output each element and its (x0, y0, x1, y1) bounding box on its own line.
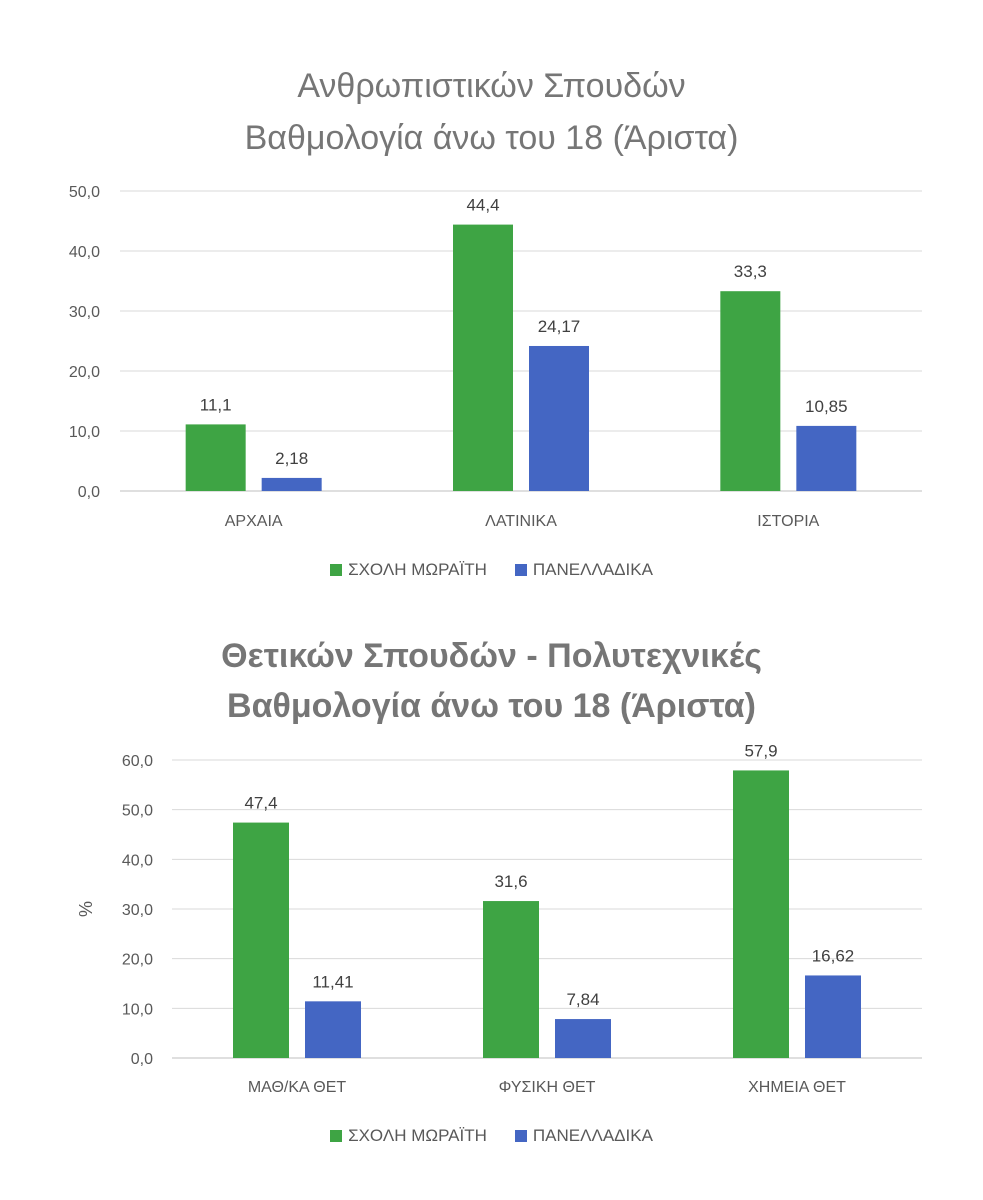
y-tick-label: 50,0 (68, 184, 100, 201)
x-category-label: ΑΡΧΑΙΑ (224, 513, 283, 530)
y-tick-label: 30,0 (121, 902, 153, 919)
y-tick-label: 10,0 (121, 1001, 153, 1019)
bar-national (305, 1001, 361, 1058)
legend-swatch-national (515, 1130, 527, 1142)
y-tick-label: 20,0 (68, 364, 100, 381)
bar-national (262, 478, 322, 491)
chart-title-line-1: Θετικών Σπουδών - Πολυτεχνικές (221, 637, 762, 675)
y-tick-label: 0,0 (130, 1051, 153, 1068)
legend-item-national (515, 1126, 653, 1146)
legend-item-school (330, 1126, 487, 1146)
legend-label-school: ΣΧΟΛΗ ΜΩΡΑΪΤΗ (348, 1126, 487, 1145)
y-tick-label: 40,0 (68, 244, 100, 261)
chart-title-line-1: Ανθρωπιστικών Σπουδών (297, 67, 686, 105)
legend-item-school (330, 560, 487, 580)
legend-item-national (515, 560, 653, 580)
chart-plot-area (0, 600, 983, 1200)
legend-label-school: ΣΧΟΛΗ ΜΩΡΑΪΤΗ (348, 560, 487, 579)
legend-swatch-school (330, 564, 342, 576)
y-tick-label: 40,0 (121, 852, 153, 870)
bar-school (453, 225, 513, 491)
data-label: 47,4 (244, 793, 278, 813)
x-category-label: ΙΣΤΟΡΙΑ (757, 513, 820, 530)
x-category-label: ΧΗΜΕΙΑ ΘΕΤ (748, 1079, 846, 1096)
chart-title-line-2: Βαθμολογία άνω του 18 (Άριστα) (227, 687, 756, 725)
y-tick-label: 20,0 (121, 951, 153, 969)
bar-school (186, 424, 246, 491)
data-label: 11,41 (312, 972, 354, 992)
bar-school (483, 901, 539, 1058)
x-category-label: ΜΑΘ/ΚΑ ΘΕΤ (247, 1079, 347, 1096)
y-axis-label: % (76, 900, 96, 918)
legend-swatch-national (515, 564, 527, 576)
data-label: 16,62 (811, 946, 855, 966)
x-category-label: ΦΥΣΙΚΗ ΘΕΤ (498, 1079, 596, 1096)
y-tick-label: 30,0 (68, 304, 100, 321)
chart-sciences (0, 600, 983, 1200)
data-label: 10,85 (805, 396, 848, 416)
bar-national (796, 426, 856, 491)
data-label: 2,18 (275, 448, 309, 468)
data-label: 11,1 (199, 395, 232, 415)
bar-national (555, 1019, 611, 1058)
chart-legend (0, 560, 983, 580)
x-category-label: ΛΑΤΙΝΙΚΑ (485, 513, 557, 530)
chart-title-line-2: Βαθμολογία άνω του 18 (Άριστα) (244, 119, 739, 157)
legend-label-national: ΠΑΝΕΛΛΑΔΙΚΑ (532, 1126, 653, 1145)
legend-label-national: ΠΑΝΕΛΛΑΔΙΚΑ (532, 560, 653, 579)
chart-legend (0, 1126, 983, 1146)
y-tick-label: 0,0 (77, 484, 100, 501)
bar-school (233, 823, 289, 1058)
bar-national (529, 346, 589, 491)
data-label: 7,84 (566, 990, 600, 1010)
legend-swatch-school (330, 1130, 342, 1142)
bar-national (805, 975, 861, 1058)
bar-school (733, 770, 789, 1058)
bar-school (720, 291, 780, 491)
y-tick-label: 50,0 (121, 802, 153, 820)
y-tick-label: 60,0 (121, 753, 153, 770)
data-label: 33,3 (733, 262, 767, 282)
y-tick-label: 10,0 (68, 424, 100, 441)
data-label: 24,17 (537, 316, 581, 336)
data-label: 44,4 (466, 195, 500, 215)
data-label: 31,6 (494, 872, 528, 892)
data-label: 57,9 (744, 741, 778, 761)
